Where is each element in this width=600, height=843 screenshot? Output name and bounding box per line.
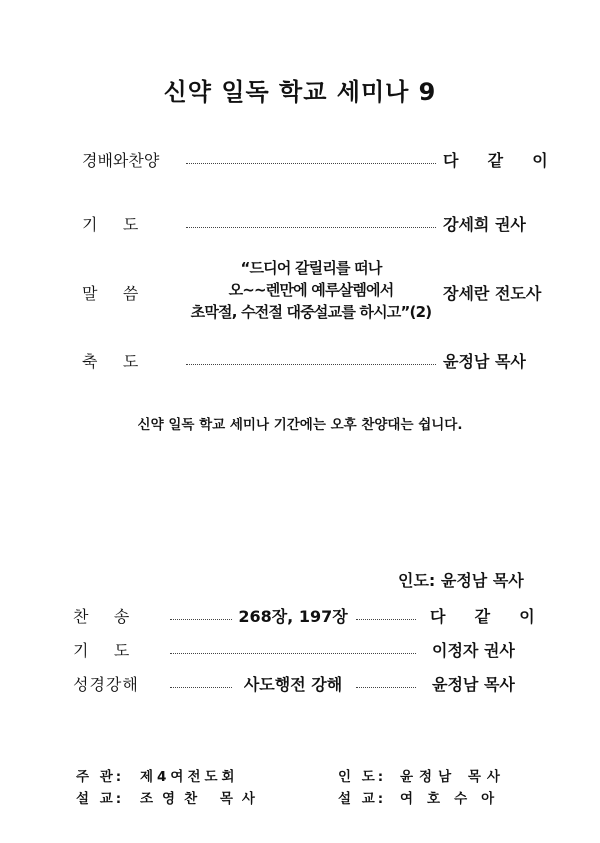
- choir-note: 신약 일독 학교 세미나 기간에는 오후 찬양대는 쉽니다.: [137, 417, 463, 433]
- program2-label-hymn: 찬 송: [73, 607, 130, 626]
- program1-label-benediction: 축 도: [82, 352, 139, 371]
- afternoon-leader: 인도: 윤정남 목사: [398, 571, 524, 590]
- sermon-title-line: 초막절, 수전절 대중설교를 하시고”(2): [190, 303, 432, 321]
- footer-leader-label: 인 도:: [338, 769, 387, 785]
- program2-label-prayer: 기 도: [73, 641, 130, 660]
- program1-value-sermon: 장세란 전도사: [443, 284, 542, 303]
- program1-value-prayer: 강세희 권사: [443, 215, 526, 234]
- dot-leader: [170, 619, 232, 620]
- footer-preacher2-value: 여호수아: [400, 791, 509, 807]
- program2-mid-exposition: 사도행전 강해: [243, 675, 343, 694]
- dot-leader: [170, 687, 232, 688]
- footer-preacher-label: 설 교:: [76, 791, 125, 807]
- program1-label-sermon: 말 씀: [82, 284, 139, 303]
- sermon-title-line: “드디어 갈릴리를 떠나: [240, 259, 382, 277]
- program2-value-hymn: 다 같 이: [430, 607, 541, 626]
- dot-leader: [356, 619, 416, 620]
- dot-leader: [186, 163, 436, 164]
- footer-host-label: 주 관:: [76, 769, 125, 785]
- sermon-title-line: 오~~렌만에 예루살렘에서: [228, 281, 394, 299]
- footer-host-value: 제4여전도회: [140, 769, 239, 785]
- program2-label-exposition: 성경강해: [73, 675, 139, 694]
- program1-value-worship: 다 같 이: [443, 151, 554, 170]
- program2-value-prayer: 이정자 권사: [432, 641, 515, 660]
- dot-leader: [356, 687, 416, 688]
- dot-leader: [186, 364, 436, 365]
- program1-label-worship: 경배와찬양: [82, 151, 160, 170]
- footer-preacher2-label: 설 교:: [338, 791, 387, 807]
- program1-label-prayer: 기 도: [82, 215, 139, 234]
- dot-leader: [186, 227, 436, 228]
- dot-leader: [170, 653, 416, 654]
- footer-leader-value: 윤정남 목사: [400, 769, 506, 785]
- program1-value-benediction: 윤정남 목사: [443, 352, 526, 371]
- program2-value-exposition: 윤정남 목사: [432, 675, 515, 694]
- footer-preacher-value: 조영찬 목사: [140, 791, 264, 807]
- sermon-title: [186, 257, 436, 323]
- page-title: 신약 일독 학교 세미나 9: [163, 78, 437, 106]
- program2-mid-hymn: 268장, 197장: [238, 607, 348, 626]
